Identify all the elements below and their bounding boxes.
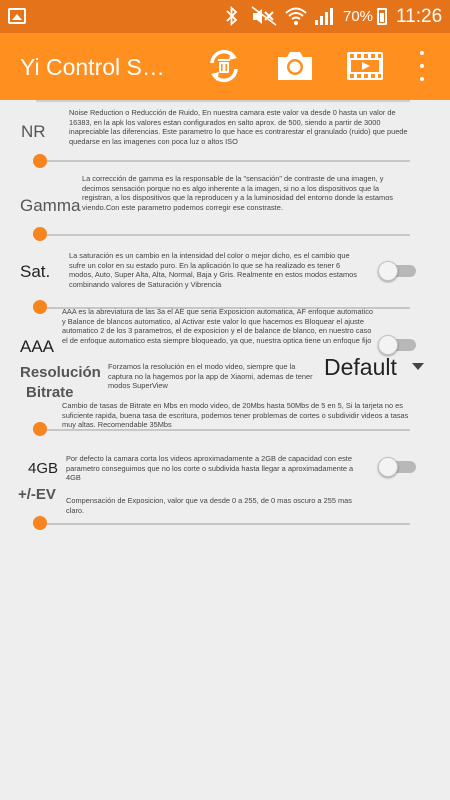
sat-toggle[interactable] — [378, 261, 420, 281]
gamma-description: La corrección de gamma es la responsable de la "sensación" de contraste de una imagen, y decimos sensación porque no es algo inherente a la imagen, si no a los dispositivos que la registran, a los dispositivos que la reproducen y a la luminosidad del entorno donde la estamos viendo.Con este parametro podemos corregir ese constraste. — [82, 174, 394, 212]
bitrate-description: Cambio de tasas de Bitrate en Mbs en modo video, de 20Mbs hasta 50Mbs de 5 en 5, Si la tarjeta no es suficiente rapida, buena tasa de escritura, podemos tener problemas de cortes o subdividir videos a tasas muy altas. Recomendable 35Mbs — [62, 401, 409, 430]
sat-slider-thumb[interactable] — [33, 300, 47, 314]
gamma-label: Gamma — [20, 196, 81, 215]
dropdown-arrow-icon — [412, 363, 424, 370]
bluetooth-icon — [226, 6, 238, 30]
app-bar — [0, 33, 450, 100]
gb4-toggle[interactable] — [378, 457, 420, 477]
signal-icon — [314, 6, 336, 30]
gallery-icon — [8, 8, 26, 24]
status-bar — [0, 0, 450, 33]
resolucion-label: Resolución — [20, 364, 101, 381]
camera-icon — [275, 48, 315, 84]
aaa-toggle[interactable] — [378, 335, 420, 355]
mute-icon — [251, 6, 277, 30]
gamma-slider-thumb[interactable] — [33, 227, 47, 241]
nr-slider-thumb[interactable] — [33, 154, 47, 168]
clock: 11:26 — [396, 6, 443, 27]
aaa-description: AAA es la abreviatura de las 3a el AE que seria Exposicion automatica, AF enfoque automatico y Balance de blancos automatico, al Activar este valor lo que hacemos es Bloquear el ajuste automatico 2 de los 3 parametros, el de exposicion y el de balance de blanco, en nuestro caso el de enfoque automatico esta siempre bloqueado, ya que, nuestra optica tiene un enfoque fijo — [62, 307, 374, 345]
ev-slider-track[interactable] — [33, 523, 410, 525]
ev-label: +/-EV — [18, 486, 56, 503]
gb4-label: 4GB — [28, 460, 59, 477]
bitrate-label: Bitrate — [26, 384, 74, 401]
app-title: Yi Control S… — [20, 54, 165, 80]
ev-description: Compensación de Exposicion, valor que va desde 0 a 255, de 0 mas oscuro a 255 mas claro. — [66, 496, 352, 515]
bitrate-slider-thumb[interactable] — [33, 422, 47, 436]
resolucion-description: Forzamos la resolución en el modo video, siempre que la captura no la hagemos por la app de Xiaomi, ademas de tener modos SuperView — [108, 362, 313, 391]
resolution-dropdown[interactable] — [324, 354, 434, 384]
video-button[interactable] — [344, 45, 386, 87]
camera-button[interactable] — [274, 45, 316, 87]
divider — [36, 100, 410, 102]
gb4-description: Por defecto la camara corta los videos aproximadamente a 2GB de capacidad con este parametro conseguimos que no los corte o subdivida hasta llegar a aproximadamente a 4GB — [66, 454, 354, 483]
wifi-icon — [285, 6, 307, 30]
battery-icon — [377, 8, 387, 25]
more-options-icon[interactable] — [416, 51, 428, 81]
reset-sync-icon — [204, 46, 244, 86]
sat-description: La saturación es un cambio en la intensidad del color o mejor dicho, es el cambio que sufre un color en su estado puro. En la aplicación lo que se ha realizado es tener 6 modos, Auto, Super Alta, Alta, Normal, Baja y Gris. Realmente en estos modos estamos combinando valores de Saturación y Vibrencia — [69, 251, 357, 289]
nr-description: Noise Reduction o Reducción de Ruido, En nuestra camara este valor va desde 0 hasta un valor de 16383, en la apk los valores estan configurados en salto aprox. de 500, siendo a partir de 3000 inapreciable las diferencias. Este parametro lo que hace es contrarestar el granulado (ruido) que puede quedarse en las imagenes con poca luz o altos ISO — [69, 108, 408, 146]
resolution-selected-value: Default — [324, 354, 397, 380]
gamma-slider-track[interactable] — [33, 234, 410, 236]
sat-label: Sat. — [20, 262, 51, 281]
nr-slider-track[interactable] — [33, 160, 410, 162]
video-icon — [345, 48, 385, 84]
bitrate-slider-track[interactable] — [33, 429, 410, 431]
ev-slider-thumb[interactable] — [33, 516, 47, 530]
settings-list — [0, 100, 450, 800]
aaa-label: AAA — [20, 337, 55, 356]
nr-label: NR — [21, 122, 46, 141]
battery-percent: 70% — [343, 8, 374, 25]
reset-sync-button[interactable] — [203, 45, 245, 87]
